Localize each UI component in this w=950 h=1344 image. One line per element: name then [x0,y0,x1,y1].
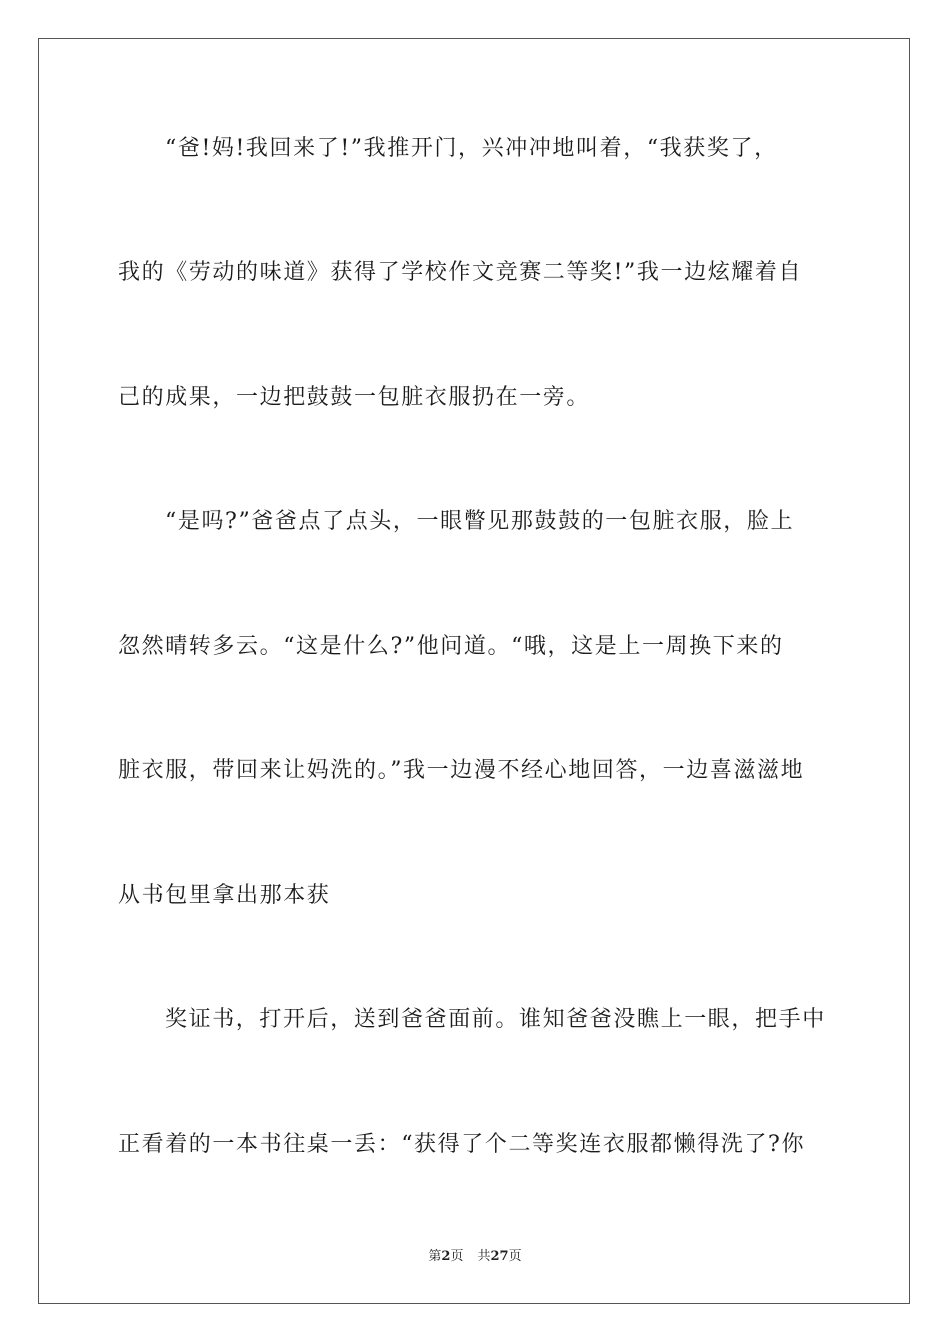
page-border [38,38,910,1304]
text-line: “是吗?”爸爸点了点头，一眼瞥见那鼓鼓的一包脏衣服，脸上 [165,509,795,534]
page-footer [0,1248,950,1266]
total-pages: 27 [490,1249,509,1264]
total-suffix: 页 [508,1249,522,1264]
text-line: 脏衣服，带回来让妈洗的。”我一边漫不经心地回答，一边喜滋滋地 [118,758,805,783]
total-prefix: 共 [477,1249,491,1264]
text-line: “爸!妈!我回来了!”我推开门，兴冲冲地叫着，“我获奖了， [165,136,778,161]
text-line: 忽然晴转多云。“这是什么?”他问道。“哦，这是上一周换下来的 [118,634,784,659]
page-suffix: 页 [450,1249,464,1264]
page-number: 2 [441,1249,451,1264]
text-line: 正看着的一本书往桌一丢：“获得了个二等奖连衣服都懒得洗了?你 [118,1132,806,1157]
text-line: 己的成果，一边把鼓鼓一包脏衣服扔在一旁。 [118,385,591,410]
text-line: 奖证书，打开后，送到爸爸面前。谁知爸爸没瞧上一眼，把手中 [165,1007,826,1032]
text-line: 我的《劳动的味道》获得了学校作文竞赛二等奖!”我一边炫耀着自 [118,260,803,285]
text-line: 从书包里拿出那本获 [118,883,331,908]
page-prefix: 第 [428,1249,442,1264]
